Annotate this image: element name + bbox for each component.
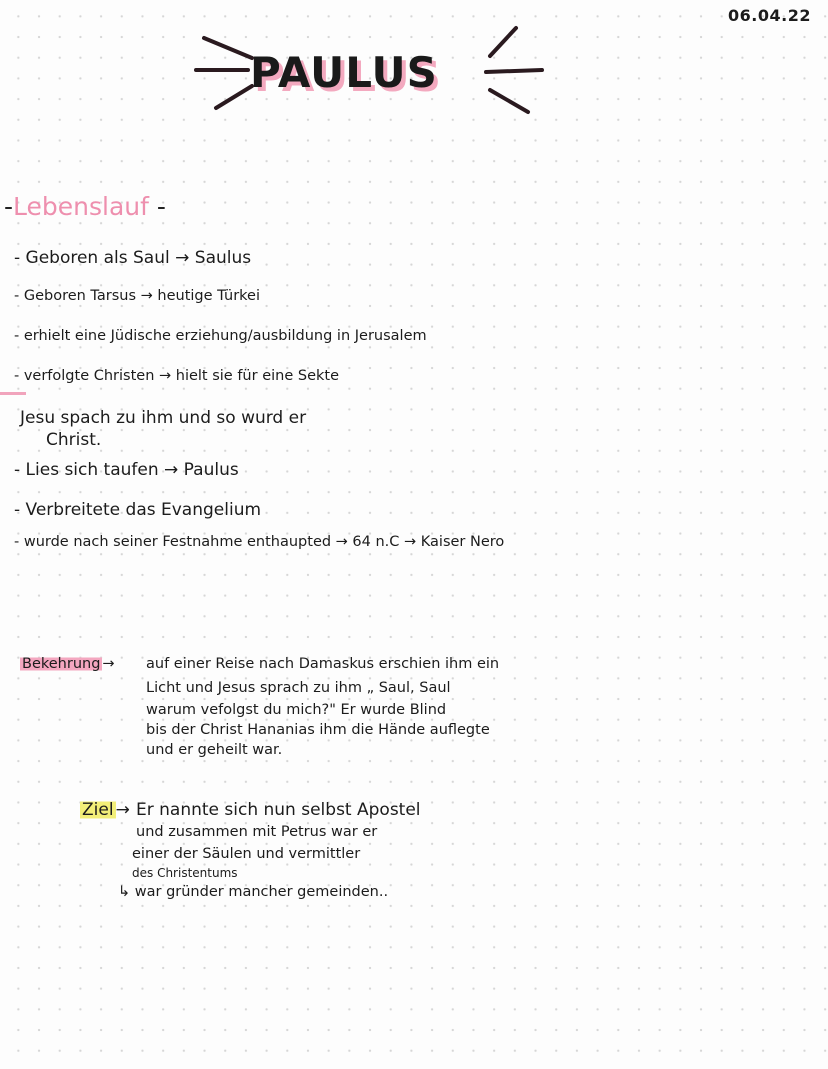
bekehrung-label: Bekehrung →: [22, 656, 115, 672]
list-item: - Geboren Tarsus → heutige Türkei: [14, 288, 261, 304]
list-item: - wurde nach seiner Festnahme enthaupted → 64 n.C → Kaiser Nero: [14, 534, 505, 550]
ziel-line: des Christentums: [132, 866, 238, 880]
list-item: - Lies sich taufen → Paulus: [14, 460, 239, 480]
bekehrung-line: Licht und Jesus sprach zu ihm „ Saul, Saul: [146, 680, 451, 696]
page-title: PAULUS: [250, 48, 438, 97]
ziel-line: Er nannte sich nun selbst Apostel: [136, 800, 421, 820]
list-item: - Verbreitete das Evangelium: [14, 500, 262, 520]
bekehrung-line: bis der Christ Hananias ihm die Hände auflegte: [146, 722, 490, 738]
ziel-line: ↳ war gründer mancher gemeinden..: [118, 884, 389, 900]
ziel-line: und zusammen mit Petrus war er: [136, 824, 378, 840]
ziel-line: einer der Säulen und vermittler: [132, 846, 361, 862]
list-item: - verfolgte Christen → hielt sie für eine Sekte: [14, 368, 339, 384]
bekehrung-line: auf einer Reise nach Damaskus erschien ihm ein: [146, 656, 500, 672]
margin-mark: [0, 392, 26, 395]
ziel-label: Ziel →: [82, 800, 130, 820]
list-item: Jesu spach zu ihm und so wurd er: [20, 408, 307, 428]
bekehrung-line: warum vefolgst du mich?" Er wurde Blind: [146, 702, 447, 718]
list-item: - Geboren als Saul → Saulus: [14, 248, 252, 268]
list-item: Christ.: [46, 430, 102, 450]
bekehrung-line: und er geheilt war.: [146, 742, 283, 758]
list-item: - erhielt eine Jüdische erziehung/ausbildung in Jerusalem: [14, 328, 427, 344]
section-heading-lebenslauf: -Lebenslauf -: [4, 192, 166, 221]
date: 06.04.22: [728, 6, 811, 25]
